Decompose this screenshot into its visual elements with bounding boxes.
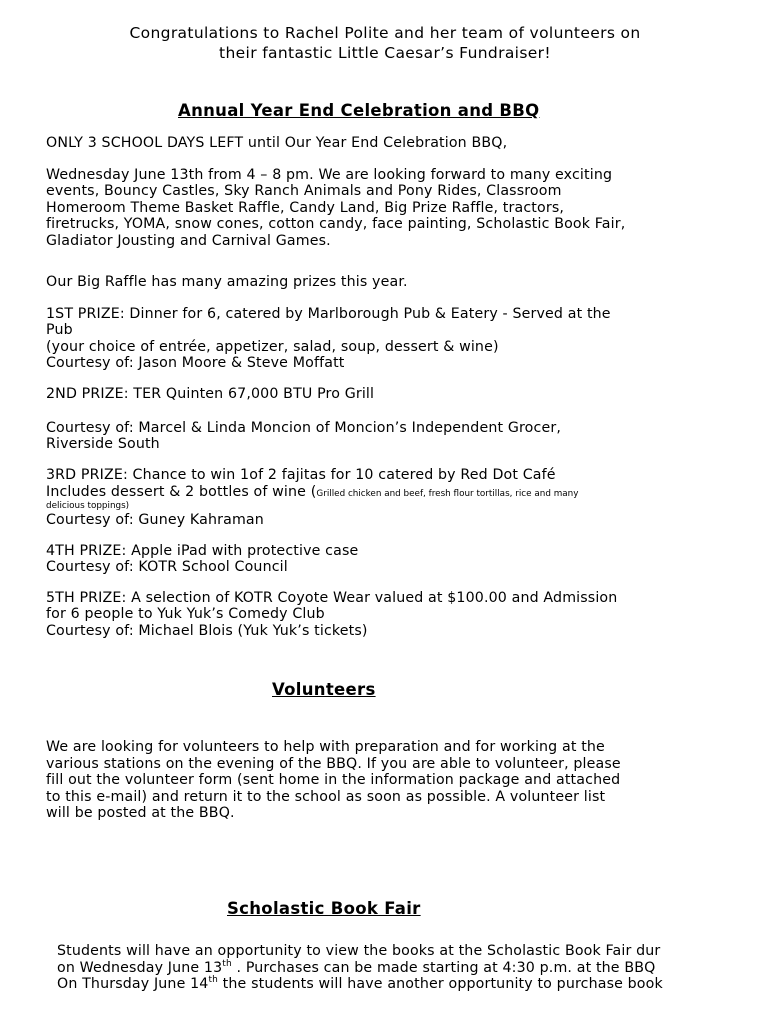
prize2-courtesy: Riverside South bbox=[46, 436, 160, 452]
prize1-line: Pub bbox=[46, 322, 73, 338]
prize2-title: 2ND PRIZE: TER Quinten 67,000 BTU Pro Grill bbox=[46, 386, 375, 402]
days-left-text: ONLY 3 SCHOOL DAYS LEFT until Our Year End Celebration BBQ, bbox=[46, 135, 508, 151]
bookfair-line2-text: on Wednesday June 13 bbox=[57, 960, 223, 976]
bookfair-line3-sup: th bbox=[208, 975, 219, 985]
raffle-intro: Our Big Raffle has many amazing prizes this year. bbox=[46, 274, 408, 290]
prize3-detail: Grilled chicken and beef, fresh flour tortillas, rice and many bbox=[316, 489, 579, 499]
bookfair-line bbox=[57, 960, 655, 977]
volunteers-line: to this e-mail) and return it to the school as soon as possible. A volunteer list bbox=[46, 789, 606, 805]
bookfair-line3-text: On Thursday June 14 bbox=[57, 976, 209, 992]
events-line: events, Bouncy Castles, Sky Ranch Animals and Pony Rides, Classroom bbox=[46, 183, 562, 199]
bookfair-line3-rest: the students will have another opportunity to purchase book bbox=[218, 976, 663, 992]
prize1-courtesy: Courtesy of: Jason Moore & Steve Moffatt bbox=[46, 355, 345, 371]
bookfair-line: Students will have an opportunity to view the books at the Scholastic Book Fair dur bbox=[57, 943, 661, 959]
intro-line-2: their fantastic Little Caesar’s Fundraiser! bbox=[219, 44, 551, 62]
prize3-line: 3RD PRIZE: Chance to win 1of 2 fajitas for 10 catered by Red Dot Café bbox=[46, 467, 556, 483]
bookfair-heading: Scholastic Book Fair bbox=[227, 899, 421, 918]
prize3-includes: Includes dessert & 2 bottles of wine ( bbox=[46, 484, 317, 500]
prize3-detail-cont: delicious toppings) bbox=[46, 501, 130, 511]
prize2-courtesy: Courtesy of: Marcel & Linda Moncion of Moncion’s Independent Grocer, bbox=[46, 420, 561, 436]
bbq-heading: Annual Year End Celebration and BBQ bbox=[178, 101, 540, 120]
events-line: Homeroom Theme Basket Raffle, Candy Land, Big Prize Raffle, tractors, bbox=[46, 200, 565, 216]
events-line: Wednesday June 13th from 4 – 8 pm. We are looking forward to many exciting bbox=[46, 167, 613, 183]
bookfair-line bbox=[57, 976, 663, 993]
prize5-courtesy: Courtesy of: Michael Blois (Yuk Yuk’s tickets) bbox=[46, 623, 368, 639]
prize1-line: (your choice of entrée, appetizer, salad, soup, dessert & wine) bbox=[46, 339, 499, 355]
prize4-title: 4TH PRIZE: Apple iPad with protective case bbox=[46, 543, 359, 559]
events-line: firetrucks, YOMA, snow cones, cotton candy, face painting, Scholastic Book Fair, bbox=[46, 216, 626, 232]
bookfair-line2-rest: . Purchases can be made starting at 4:30 p.m. at the BBQ bbox=[231, 960, 656, 976]
volunteers-heading: Volunteers bbox=[272, 680, 376, 699]
events-line: Gladiator Jousting and Carnival Games. bbox=[46, 233, 331, 249]
prize5-line: 5TH PRIZE: A selection of KOTR Coyote Wear valued at $100.00 and Admission bbox=[46, 590, 618, 606]
volunteers-line: various stations on the evening of the BBQ. If you are able to volunteer, please bbox=[46, 756, 621, 772]
prize4-courtesy: Courtesy of: KOTR School Council bbox=[46, 559, 288, 575]
volunteers-line: We are looking for volunteers to help with preparation and for working at the bbox=[46, 739, 605, 755]
intro-line-1: Congratulations to Rachel Polite and her team of volunteers on bbox=[129, 24, 641, 42]
prize3-courtesy: Courtesy of: Guney Kahraman bbox=[46, 512, 264, 528]
prize1-line: 1ST PRIZE: Dinner for 6, catered by Marlborough Pub & Eatery - Served at the bbox=[46, 306, 611, 322]
prize5-line: for 6 people to Yuk Yuk’s Comedy Club bbox=[46, 606, 325, 622]
bookfair-line2-sup: th bbox=[222, 959, 232, 969]
volunteers-line: fill out the volunteer form (sent home in the information package and attached bbox=[46, 772, 621, 788]
volunteers-line: will be posted at the BBQ. bbox=[46, 805, 235, 821]
